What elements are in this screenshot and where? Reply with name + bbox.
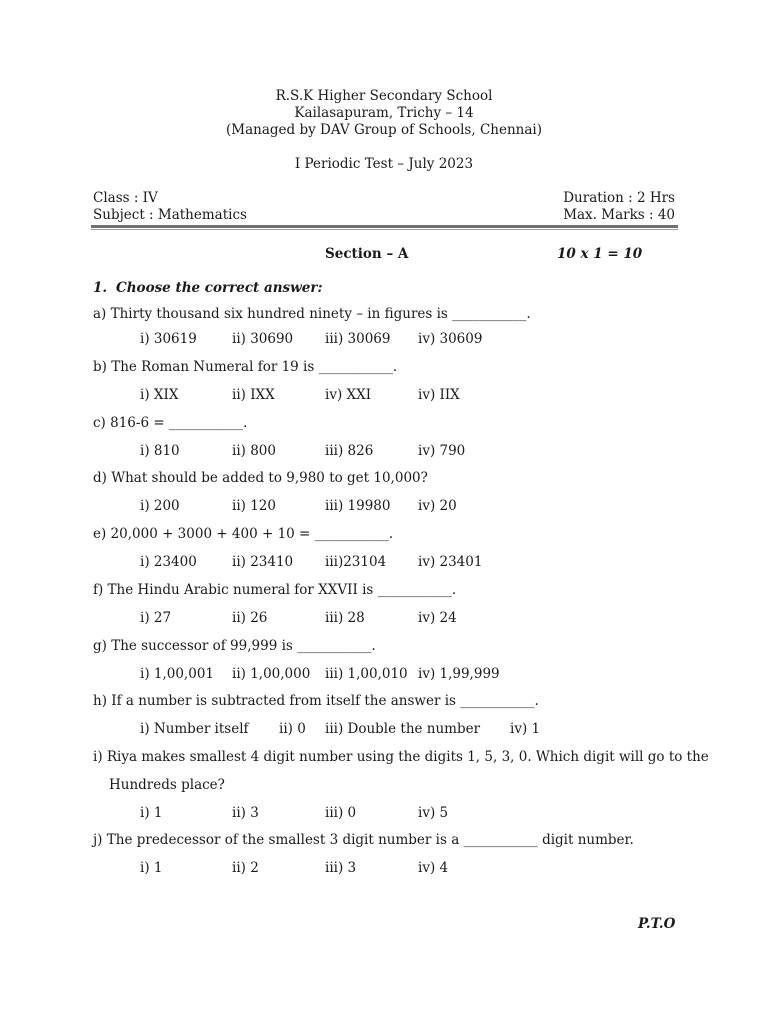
question-heading	[93, 280, 322, 296]
option: i) 1,00,001	[140, 666, 214, 682]
options-f	[140, 610, 680, 628]
option: ii) IXX	[232, 387, 275, 403]
option: i) 30619	[140, 331, 197, 347]
option: iv) IIX	[418, 387, 460, 403]
pto-label: P.T.O	[638, 916, 676, 932]
option: iv) 5	[418, 805, 449, 821]
question-item-i: i) Riya makes smallest 4 digit number using the digits 1, 5, 3, 0. Which digit will go to the	[93, 749, 709, 765]
option: iii) 826	[325, 443, 374, 459]
class-label: Class : IV	[93, 190, 158, 206]
option: iii) 3	[325, 860, 357, 876]
question-number: 1.	[93, 280, 108, 296]
question-item-f: f) The Hindu Arabic numeral for XXVII is ___________.	[93, 582, 457, 598]
option: iv) 23401	[418, 554, 483, 570]
option: ii) 26	[232, 610, 268, 626]
options-a	[140, 331, 680, 349]
option: iii) 19980	[325, 498, 391, 514]
option: i) 810	[140, 443, 180, 459]
meta-row-class	[93, 190, 675, 206]
option: iii)23104	[325, 554, 387, 570]
option: ii) 0	[279, 721, 306, 737]
options-e	[140, 554, 680, 572]
option: iii) Double the number	[325, 721, 481, 737]
option: iv) 790	[418, 443, 466, 459]
question-item-d: d) What should be added to 9,980 to get 10,000?	[93, 470, 428, 486]
option: ii) 30690	[232, 331, 294, 347]
option: ii) 2	[232, 860, 259, 876]
option: iv) 1	[510, 721, 541, 737]
header-divider-thin	[91, 229, 678, 230]
option: iv) 30609	[418, 331, 483, 347]
question-item-j: j) The predecessor of the smallest 3 digit number is a ___________ digit number.	[93, 832, 634, 848]
question-item-b: b) The Roman Numeral for 19 is ___________.	[93, 359, 398, 375]
option: iii) 1,00,010	[325, 666, 408, 682]
option: i) XIX	[140, 387, 179, 403]
question-item-i-continuation: Hundreds place?	[109, 777, 225, 793]
option: i) 23400	[140, 554, 197, 570]
school-name: R.S.K Higher Secondary School	[275, 88, 493, 104]
options-h	[140, 721, 680, 739]
header-divider-thick	[91, 225, 678, 228]
options-g	[140, 666, 680, 684]
option: ii) 23410	[232, 554, 294, 570]
option: iv) 20	[418, 498, 457, 514]
test-title: I Periodic Test – July 2023	[294, 156, 474, 172]
option: i) 27	[140, 610, 172, 626]
option: iv) XXI	[325, 387, 372, 403]
school-management: (Managed by DAV Group of Schools, Chennai)	[226, 122, 542, 138]
question-item-a: a) Thirty thousand six hundred ninety – in figures is ___________.	[93, 306, 531, 322]
section-title: Section – A	[325, 246, 409, 262]
option: i) Number itself	[140, 721, 249, 737]
question-item-g: g) The successor of 99,999 is ___________.	[93, 638, 376, 654]
option: ii) 800	[232, 443, 276, 459]
option: iii) 28	[325, 610, 365, 626]
school-header	[0, 88, 768, 139]
question-instruction: Choose the correct answer:	[116, 280, 323, 296]
option: i) 1	[140, 860, 163, 876]
question-item-c: c) 816-6 = ___________.	[93, 415, 248, 431]
options-j	[140, 860, 680, 878]
option: ii) 1,00,000	[232, 666, 311, 682]
meta-row-subject	[93, 207, 675, 223]
option: iii) 30069	[325, 331, 391, 347]
school-address: Kailasapuram, Trichy – 14	[294, 105, 474, 121]
options-c	[140, 443, 680, 461]
options-i	[140, 805, 680, 823]
option: iv) 4	[418, 860, 449, 876]
options-b	[140, 387, 680, 405]
subject-label: Subject : Mathematics	[93, 207, 247, 223]
option: ii) 3	[232, 805, 259, 821]
options-d	[140, 498, 680, 516]
option: ii) 120	[232, 498, 276, 514]
option: iii) 0	[325, 805, 357, 821]
duration-label: Duration : 2 Hrs	[563, 190, 675, 206]
question-item-h: h) If a number is subtracted from itself the answer is ___________.	[93, 693, 539, 709]
max-marks-label: Max. Marks : 40	[563, 207, 675, 223]
option: i) 1	[140, 805, 163, 821]
option: iv) 1,99,999	[418, 666, 500, 682]
option: i) 200	[140, 498, 180, 514]
section-marks: 10 x 1 = 10	[557, 246, 643, 262]
option: iv) 24	[418, 610, 457, 626]
question-item-e: e) 20,000 + 3000 + 400 + 10 = ___________.	[93, 526, 394, 542]
